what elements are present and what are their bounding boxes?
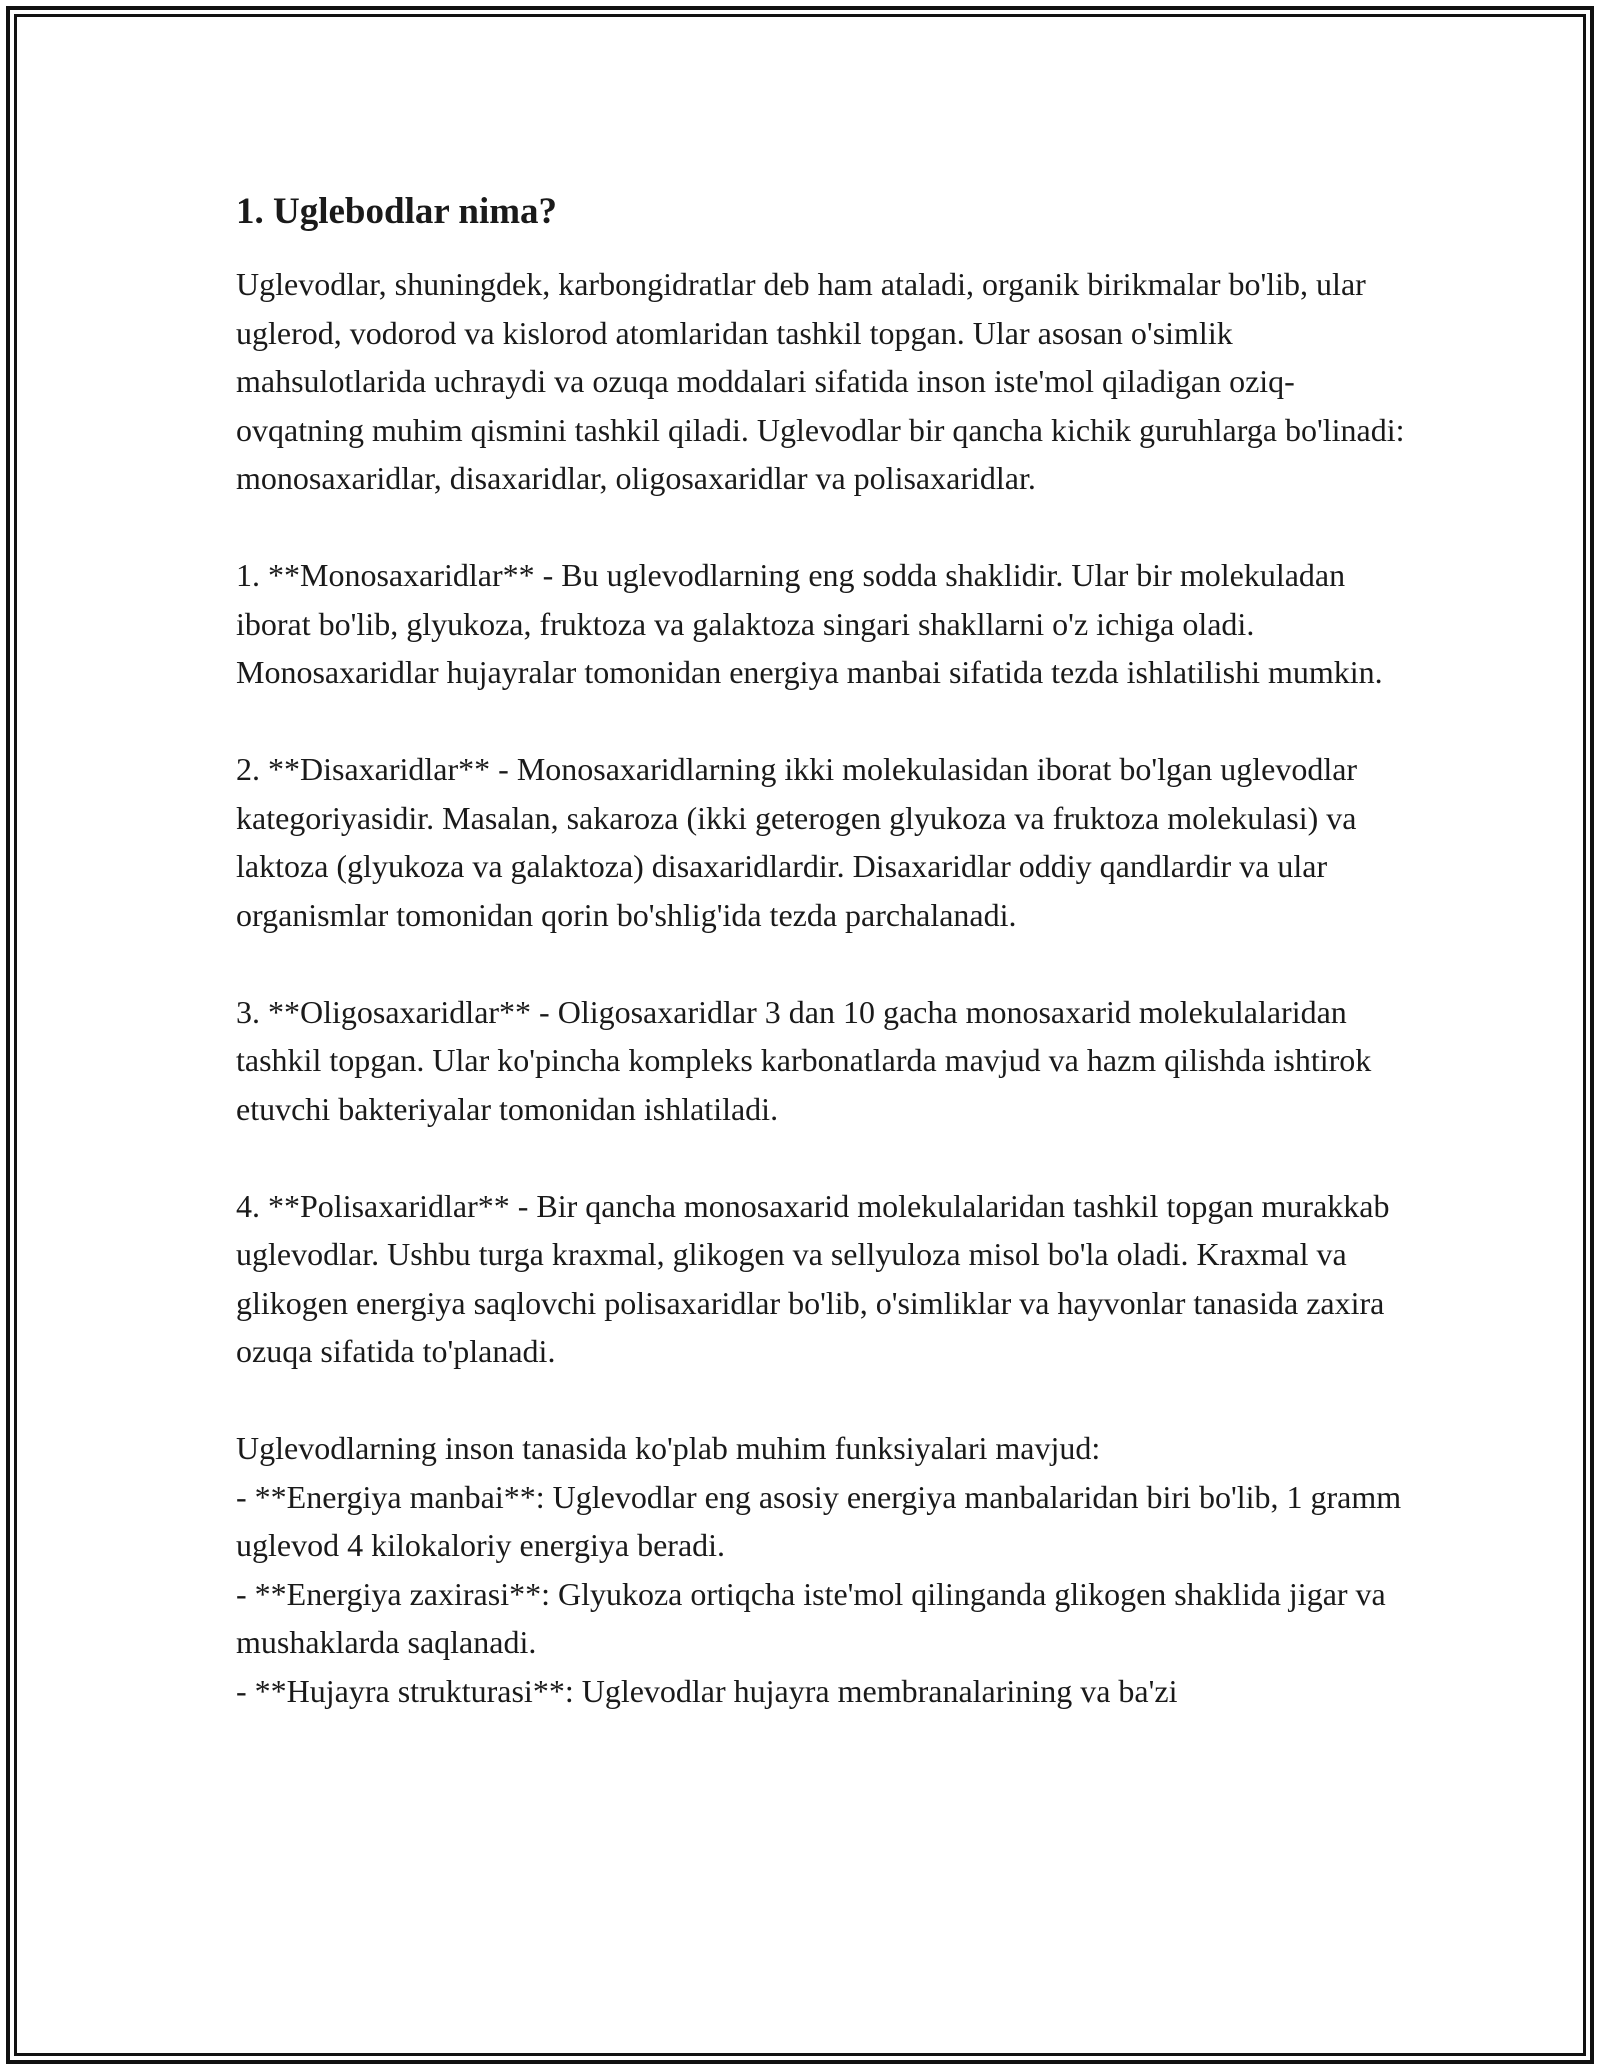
function-item-energy-reserve: - **Energiya zaxirasi**: Glyukoza ortiqcha iste'mol qilinganda glikogen shaklida jigar va mushaklarda saqlanadi. — [236, 1575, 1386, 1660]
functions-list — [236, 1424, 1406, 1715]
disaccharides-paragraph: 2. **Disaxaridlar** - Monosaxaridlarning ikki molekulasidan iborat bo'lgan uglevodlar kategoriyasidir. Masalan, sakaroza (ikki geterogen glyukoza va fruktoza molekulasi) va laktoza (glyukoza va galaktoza) disaxaridlardir. Disaxaridlar oddiy qandlardir va ular organismlar tomonidan qorin bo'shlig'ida tezda parchalanadi. — [236, 751, 1358, 933]
polysaccharides-paragraph: 4. **Polisaxaridlar** - Bir qancha monosaxarid molekulalaridan tashkil topgan murakkab uglevodlar. Ushbu turga kraxmal, glikogen va sellyuloza misol bo'la oladi. Kraxmal va glikogen energiya saqlovchi polisaxaridlar bo'lib, o'simliklar va hayvonlar tanasida zaxira ozuqa sifatida to'planadi. — [236, 1187, 1390, 1369]
oligosaccharides-paragraph: 3. **Oligosaxaridlar** - Oligosaxaridlar 3 dan 10 gacha monosaxarid molekulalaridan tashkil topgan. Ular ko'pincha kompleks karbonatlarda mavjud va hazm qilishda ishtirok etuvchi bakteriyalar tomonidan ishlatiladi. — [236, 993, 1372, 1127]
functions-intro: Uglevodlarning inson tanasida ko'plab muhim funksiyalari mavjud: — [236, 1430, 1101, 1466]
section-heading: 1. Uglebodlar nima? — [236, 191, 558, 232]
function-item-cell-structure: - **Hujayra strukturasi**: Uglevodlar hujayra membranalarining va ba'zi — [236, 1672, 1178, 1709]
monosaccharides-paragraph: 1. **Monosaxaridlar** - Bu uglevodlarning eng sodda shaklidir. Ular bir molekuladan iborat bo'lib, glyukoza, fruktoza va galaktoza singari shakllarni o'z ichiga oladi. Monosaxaridlar hujayralar tomonidan energiya manbai sifatida tezda ishlatilishi mumkin. — [236, 557, 1383, 690]
function-item-energy-source: - **Energiya manbai**: Uglevodlar eng asosiy energiya manbalaridan biri bo'lib, 1 gramm uglevod 4 kilokaloriy energiya beradi. — [236, 1478, 1402, 1563]
document-body — [236, 188, 1406, 1715]
intro-paragraph: Uglevodlar, shuningdek, karbongidratlar deb ham ataladi, organik birikmalar bo'lib, ular uglerod, vodorod va kislorod atomlaridan tashkil topgan. Ular asosan o'simlik mahsulotlarida uchraydi va ozuqa moddalari sifatida inson iste'mol qiladigan oziq-ovqatning muhim qismini tashkil qiladi. Uglevodlar bir qancha kichik guruhlarga bo'linadi: monosaxaridlar, disaxaridlar, oligosaxaridlar va polisaxaridlar. — [236, 266, 1405, 496]
